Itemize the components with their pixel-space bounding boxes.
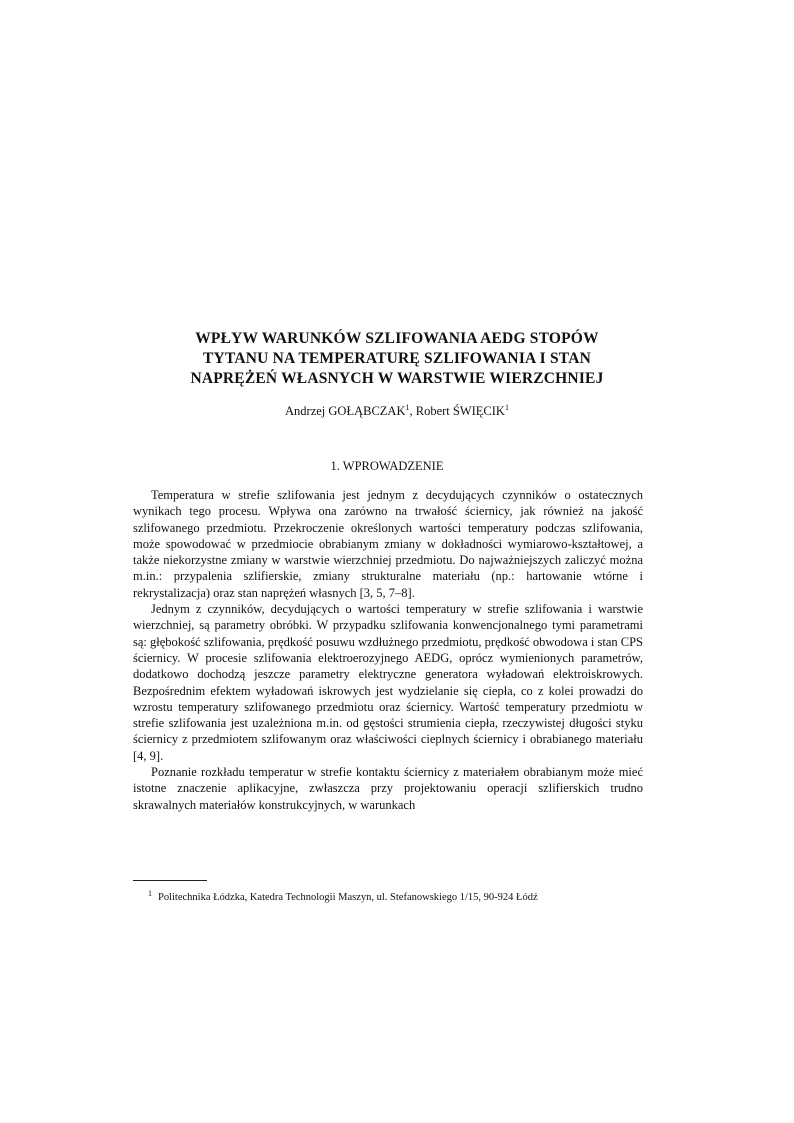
- affiliation-mark: 1: [405, 403, 410, 412]
- paragraph: Jednym z czynników, decydujących o wartości temperatury w strefie szlifowania i warstwie wierzchniej, są parametry obróbki. W przypadku szlifowania konwencjonalnego tymi parametrami są: głębokość szlifowania, prędkość posuwu wzdłużnego przedmiotu, prędkość obwodowa i stan CPS ściernicy. W procesie szlifowania elektroerozyjnego AEDG, oprócz wymienionych parametrów, dodatkowo dochodzą jeszcze parametry elektryczne generatora wyładowań elektroiskrowych. Bezpośrednim efektem wyładowań iskrowych jest wydzielanie się ciepła, co z kolei prowadzi do wzrostu temperatury szlifowanego przedmiotu oraz ściernicy. Wartość temperatury przedmiotu w strefie szlifowania jest uzależniona m.in. od gęstości strumienia ciepła, rzeczywistej długości styku ściernicy z przedmiotem szlifowanym oraz właściwości cieplnych ściernicy i obrabianego materiału [4, 9].: [133, 602, 643, 763]
- author-name: Andrzej GOŁĄBCZAK: [285, 404, 406, 418]
- author-name: Robert ŚWIĘCIK: [415, 404, 505, 418]
- paper-title: [130, 329, 664, 389]
- affiliation-mark: 1: [504, 403, 509, 412]
- paragraph: Temperatura w strefie szlifowania jest jednym z decydujących czynników o ostatecznych wynikach tego procesu. Wpływa ona zarówno na trwałość ściernicy, jak również na jakość szlifowanego przedmiotu. Przekroczenie określonych wartości temperatury podczas szlifowania, może spowodować w przedmiocie obrabianym zmiany w dokładności wymiarowo-kształtowej, a także niekorzystne zmiany w warstwie wierzchniej przedmiotu. Do najważniejszych zaliczyć można m.in.: przypalenia szlifierskie, zmiany strukturalne materiału (np.: hartowanie wtórne i rekrystalizacja) oraz stan naprężeń własnych [3, 5, 7–8].: [133, 488, 643, 600]
- paper-title-line: WPŁYW WARUNKÓW SZLIFOWANIA AEDG STOPÓW: [195, 330, 599, 347]
- section-heading: 1. WPROWADZENIE: [330, 459, 444, 473]
- paper-title-line: NAPRĘŻEŃ WŁASNYCH W WARSTWIE WIERZCHNIEJ: [190, 370, 604, 387]
- footnote-divider: [133, 880, 207, 881]
- footnote-text: Politechnika Łódzka, Katedra Technologii Maszyn, ul. Stefanowskiego 1/15, 90-924 Łódź: [158, 892, 538, 903]
- body-text: [133, 487, 643, 813]
- footnote-mark: 1: [148, 889, 152, 898]
- paper-title-line: TYTANU NA TEMPERATURĘ SZLIFOWANIA I STAN: [203, 350, 591, 367]
- author-separator: ,: [409, 404, 416, 418]
- author-list: [130, 403, 664, 419]
- footnote: [148, 891, 648, 905]
- paragraph: Poznanie rozkładu temperatur w strefie kontaktu ściernicy z materiałem obrabianym może mieć istotne znaczenie aplikacyjne, zwłaszcza przy projektowaniu operacji szlifierskich trudno skrawalnych materiałów konstrukcyjnych, w warunkach: [133, 765, 643, 812]
